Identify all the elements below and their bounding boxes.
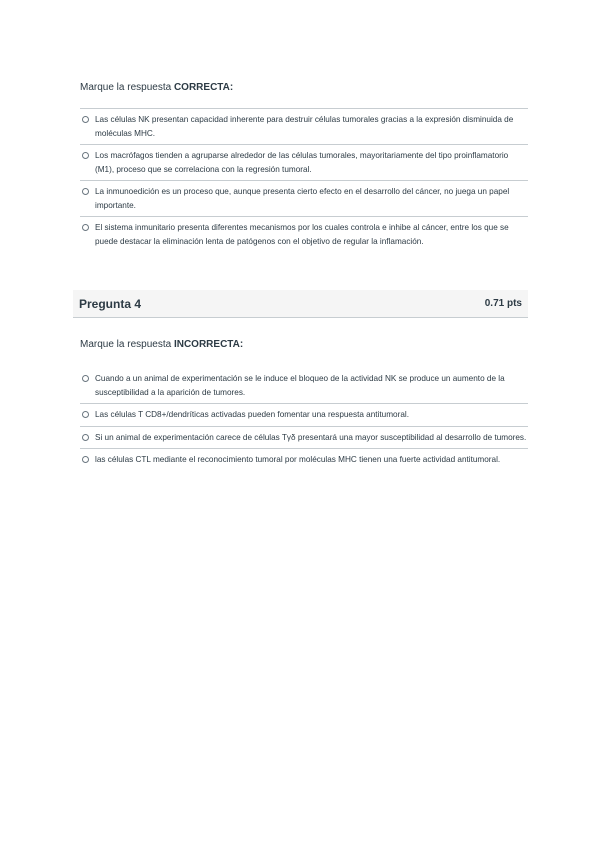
answer-option[interactable] (80, 403, 528, 426)
answer-option[interactable] (80, 368, 528, 403)
question-3-answers (80, 108, 528, 252)
radio-button[interactable] (82, 152, 89, 159)
answer-text: las células CTL mediante el reconocimiento tumoral por moléculas MHC tienen una fuerte actividad antitumoral. (95, 455, 501, 464)
question-points: 0.71 pts (484, 298, 522, 309)
radio-button[interactable] (82, 224, 89, 231)
radio-button[interactable] (82, 116, 89, 123)
radio-button[interactable] (82, 434, 89, 441)
prompt-prefix: Marque la respuesta (80, 82, 172, 93)
answer-option[interactable] (80, 108, 528, 144)
answer-text: Las células T CD8+/dendríticas activadas pueden fomentar una respuesta antitumoral. (95, 410, 409, 419)
answer-text: Cuando a un animal de experimentación se le induce el bloqueo de la actividad NK se produce un aumento de la susceptibilidad a la aparición de tumores. (95, 374, 505, 397)
question-title: Pregunta 4 (79, 297, 142, 311)
prompt-emphasis: INCORRECTA: (173, 339, 244, 350)
question-4-header (73, 290, 528, 318)
radio-button[interactable] (82, 188, 89, 195)
radio-button[interactable] (82, 375, 89, 382)
prompt-emphasis: CORRECTA: (173, 82, 234, 93)
radio-button[interactable] (82, 456, 89, 463)
answer-text: El sistema inmunitario presenta diferentes mecanismos por los cuales controla e inhibe al cáncer, entre los que se puede destacar la eliminación lenta de patógenos con el objetivo de regular la inflamación. (95, 223, 509, 246)
radio-button[interactable] (82, 411, 89, 418)
question-4-prompt (80, 339, 243, 350)
answer-option[interactable] (80, 216, 528, 252)
answer-option[interactable] (80, 180, 528, 216)
answer-text: Si un animal de experimentación carece de células Tγδ presentará una mayor susceptibilidad al desarrollo de tumores. (95, 432, 527, 442)
answer-text: Los macrófagos tienden a agruparse alrededor de las células tumorales, mayoritariamente del tipo proinflamatorio (M1), proceso que se correlaciona con la regresión tumoral. (95, 151, 509, 174)
answer-option[interactable] (80, 448, 528, 471)
prompt-prefix: Marque la respuesta (80, 339, 172, 350)
answer-option[interactable] (80, 144, 528, 180)
question-4-answers (80, 368, 528, 471)
answer-text: Las células NK presentan capacidad inherente para destruir células tumorales gracias a la expresión disminuida de moléculas MHC. (95, 115, 514, 138)
question-3-prompt (80, 82, 233, 93)
answer-option[interactable] (80, 426, 528, 449)
answer-text: La inmunoedición es un proceso que, aunque presenta cierto efecto en el desarrollo del cáncer, no juega un papel importante. (95, 187, 510, 210)
